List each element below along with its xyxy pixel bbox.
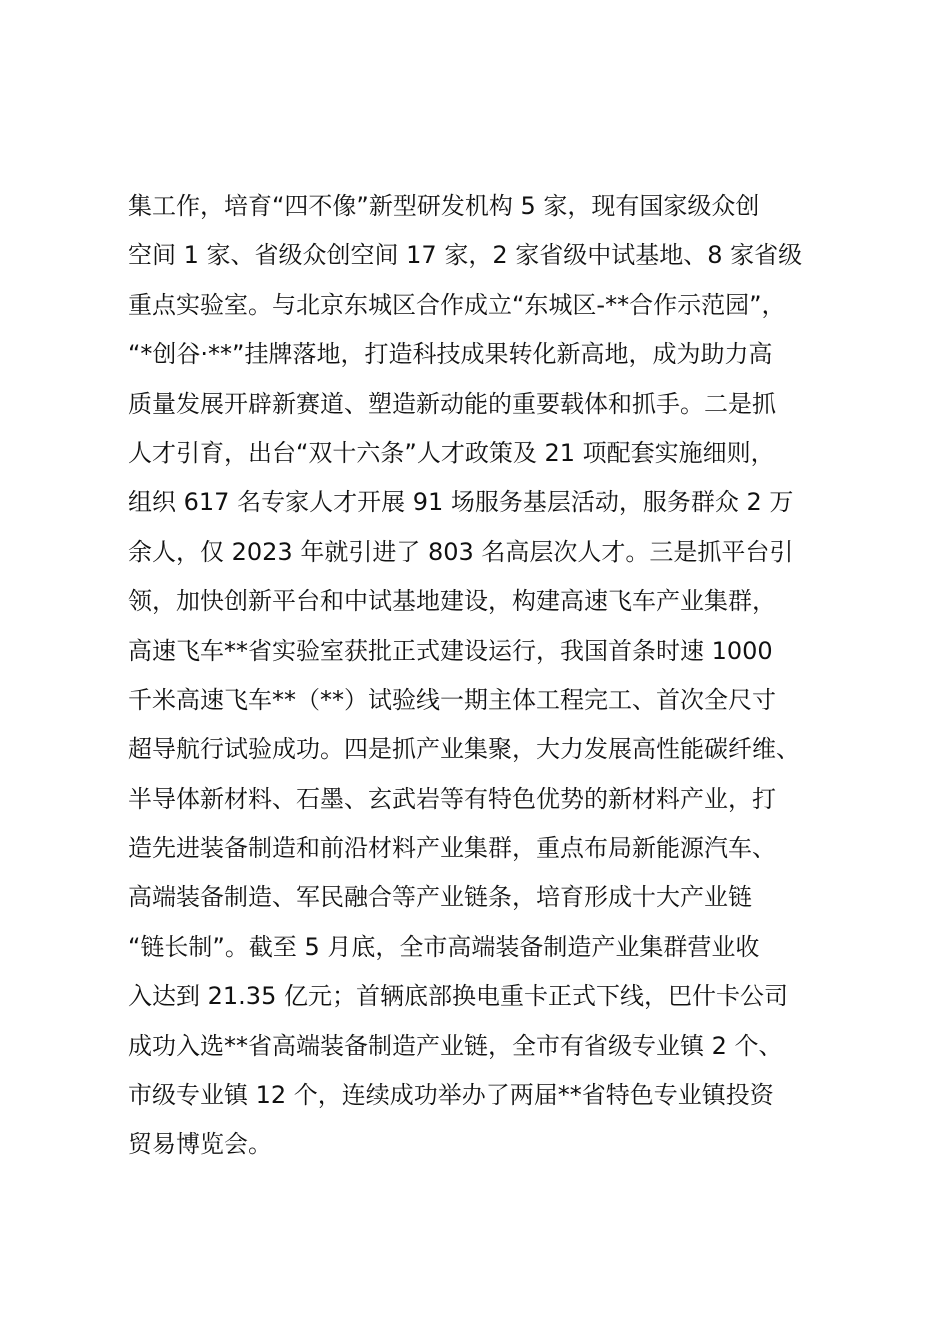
text-line: 造先进装备制造和前沿材料产业集群，重点布局新能源汽车、 (128, 834, 776, 863)
text-line: 领，加快创新平台和中试基地建设，构建高速飞车产业集群， (128, 587, 776, 616)
text-line: “链长制”。截至 5 月底，全市高端装备制造产业集群营业收 (128, 932, 760, 961)
text-line: 千米高速飞车**（**）试验线一期主体工程完工、首次全尺寸 (128, 685, 776, 714)
text-line: 重点实验室。与北京东城区合作成立“东城区-**合作示范园”， (128, 290, 786, 319)
text-line: 市级专业镇 12 个，连续成功举办了两届**省特色专业镇投资 (128, 1081, 774, 1110)
text-line: 半导体新材料、石墨、玄武岩等有特色优势的新材料产业，打 (128, 784, 776, 813)
text-line: 余人，仅 2023 年就引进了 803 名高层次人才。三是抓平台引 (128, 537, 794, 566)
text-line: 高端装备制造、军民融合等产业链条，培育形成十大产业链 (128, 883, 752, 912)
text-line: 贸易博览会。 (128, 1130, 272, 1159)
text-line: 空间 1 家、省级众创空间 17 家，2 家省级中试基地、8 家省级 (128, 241, 803, 270)
text-line: 超导航行试验成功。四是抓产业集聚，大力发展高性能碳纤维、 (128, 735, 800, 764)
text-line: 集工作，培育“四不像”新型研发机构 5 家，现有国家级众创 (128, 192, 760, 220)
text-line: 高速飞车**省实验室获批正式建设运行，我国首条时速 1000 (128, 636, 773, 665)
text-line: 组织 617 名专家人才开展 91 场服务基层活动，服务群众 2 万 (128, 488, 794, 517)
text-line: 成功入选**省高端装备制造产业链，全市有省级专业镇 2 个、 (128, 1031, 783, 1060)
text-line: 入达到 21.35 亿元；首辆底部换电重卡正式下线，巴什卡公司 (128, 982, 788, 1011)
text-line: 人才引育，出台“双十六条”人才政策及 21 项配套实施细则， (128, 438, 775, 467)
body-paragraph (128, 182, 858, 1170)
text-line: “*创谷·**”挂牌落地，打造科技成果转化新高地，成为助力高 (128, 340, 773, 369)
text-line: 质量发展开辟新赛道、塑造新动能的重要载体和抓手。二是抓 (128, 389, 776, 418)
